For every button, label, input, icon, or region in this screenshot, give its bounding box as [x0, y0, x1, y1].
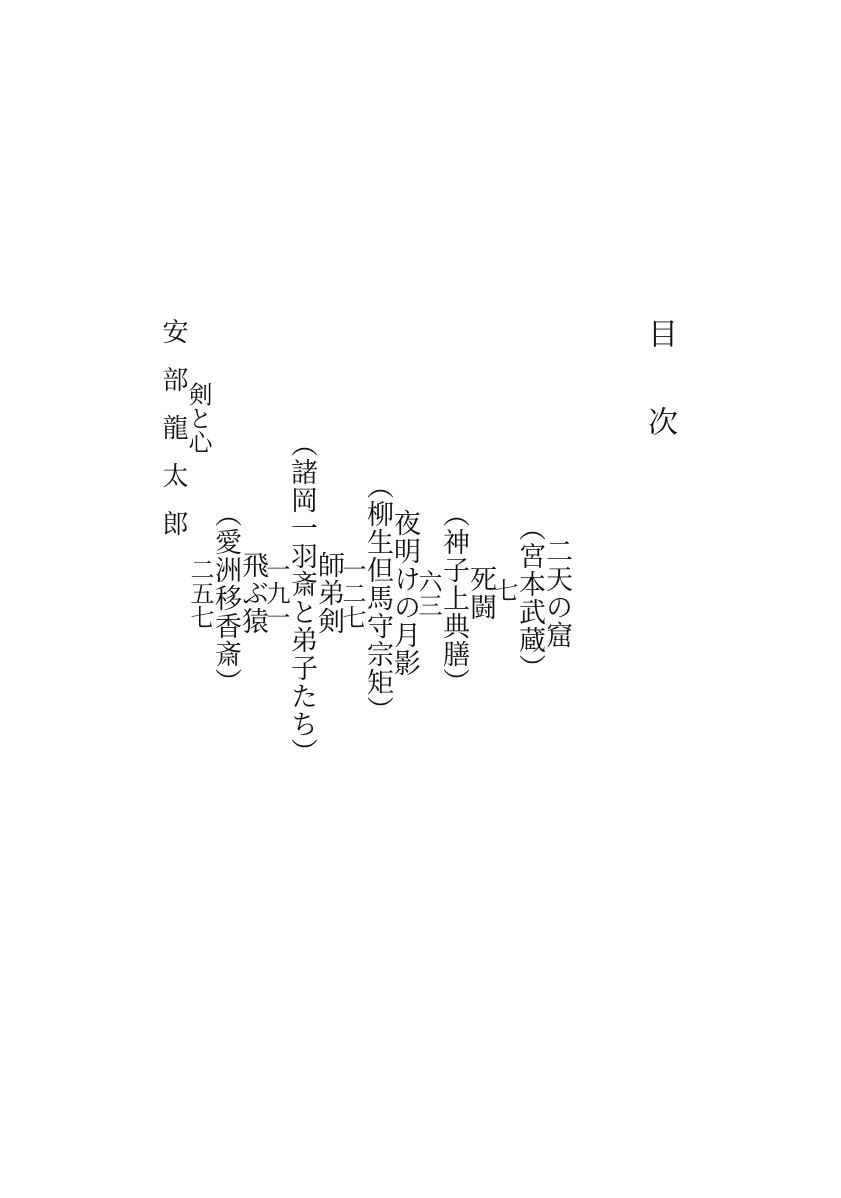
entry-subtitle: （柳生但馬守宗矩）	[362, 471, 393, 724]
entry-title: 飛ぶ猿	[237, 550, 268, 635]
entry-page-number: 二五七	[186, 556, 214, 629]
entry-title: 夜明けの月影	[389, 508, 420, 677]
entry-title: 師弟剣	[313, 550, 344, 635]
toc-entry[interactable]	[262, 225, 344, 960]
entry-title: 死闘	[465, 564, 496, 621]
book-credit	[160, 278, 210, 558]
entry-subtitle: （宮本武蔵）	[514, 513, 545, 682]
toc-entry[interactable]	[414, 225, 496, 960]
entry-subtitle: （神子上典膳）	[438, 499, 469, 696]
entry-subtitle: （愛洲移香斎）	[210, 499, 241, 696]
toc-entry[interactable]	[338, 225, 420, 960]
entry-page-number: 六三	[414, 568, 442, 617]
entry-page-number: 七	[490, 577, 518, 602]
entry-subtitle: （諸岡一羽斎と弟子たち）	[286, 429, 317, 766]
entry-page-number: 一九一	[262, 556, 290, 629]
author-name: 安部龍太郎	[158, 318, 188, 558]
section-title: 剣と心	[184, 382, 212, 454]
entry-page-number: 一二七	[338, 556, 366, 629]
toc-entry[interactable]	[490, 225, 572, 960]
toc-heading: 目次	[642, 318, 677, 494]
entry-title: 二天の窟	[541, 536, 572, 649]
